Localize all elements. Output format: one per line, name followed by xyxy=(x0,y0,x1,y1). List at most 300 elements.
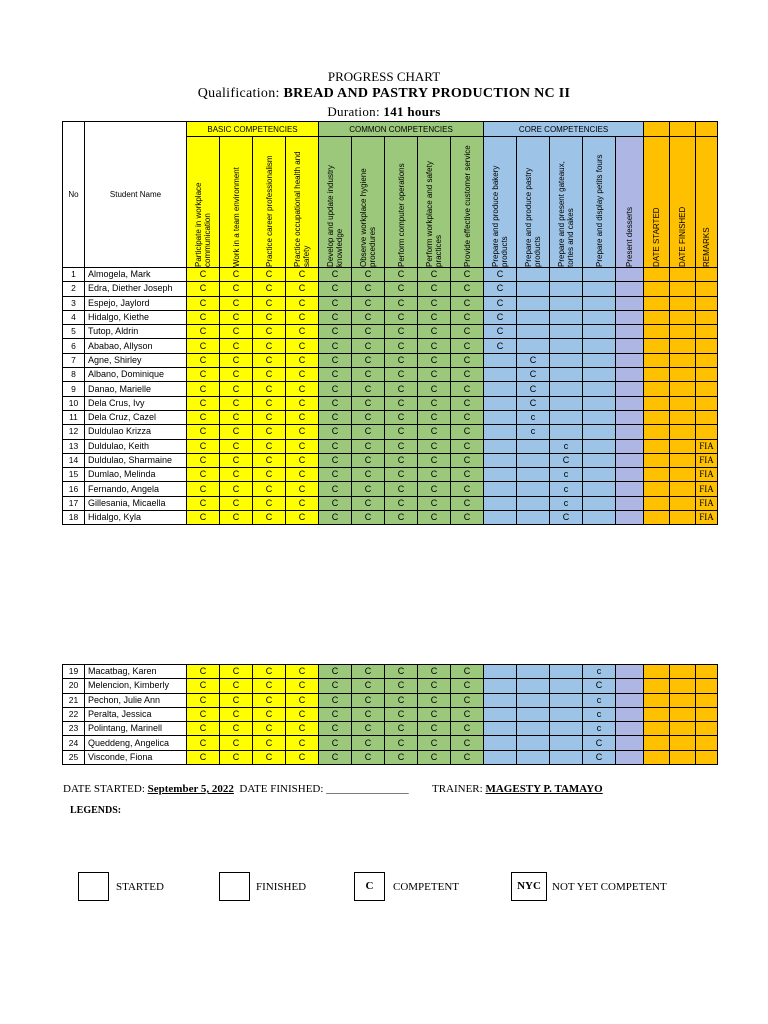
competent-cell: C xyxy=(286,750,319,764)
competent-cell: C xyxy=(385,396,418,410)
student-row xyxy=(63,439,718,453)
competent-cell: C xyxy=(187,425,220,439)
competent-cell: C xyxy=(253,707,286,721)
competent-cell: C xyxy=(319,736,352,750)
competent-cell: C xyxy=(187,368,220,382)
core-empty-cell xyxy=(484,722,517,736)
student-row xyxy=(63,382,718,396)
competent-cell: C xyxy=(418,410,451,424)
core-empty-cell xyxy=(517,722,550,736)
core-empty-cell xyxy=(616,439,644,453)
competent-cell: C xyxy=(352,339,385,353)
competent-cell: C xyxy=(385,736,418,750)
date-started-cell xyxy=(644,382,670,396)
competent-cell: C xyxy=(451,382,484,396)
competent-cell: C xyxy=(418,382,451,396)
competent-cell: C xyxy=(352,496,385,510)
competent-cell: C xyxy=(451,453,484,467)
competent-cell: C xyxy=(451,396,484,410)
date-started-cell xyxy=(644,310,670,324)
core-empty-cell xyxy=(616,310,644,324)
core-mark-cell: C xyxy=(583,736,616,750)
date-started-cell xyxy=(644,339,670,353)
competent-cell: C xyxy=(286,296,319,310)
date-started-cell xyxy=(644,665,670,679)
competent-cell: C xyxy=(385,707,418,721)
competent-cell: C xyxy=(385,410,418,424)
date-finished-cell xyxy=(670,396,696,410)
student-row xyxy=(63,353,718,367)
core-empty-cell xyxy=(517,707,550,721)
competent-cell: C xyxy=(319,453,352,467)
competent-cell: C xyxy=(220,679,253,693)
core-empty-cell xyxy=(550,693,583,707)
student-name: Fernando, Angela xyxy=(85,482,187,496)
core-mark-cell: C xyxy=(517,382,550,396)
competent-cell: C xyxy=(451,468,484,482)
core-mark-cell: C xyxy=(550,453,583,467)
competent-cell: C xyxy=(319,353,352,367)
competent-cell: C xyxy=(253,482,286,496)
remarks-cell: FIA xyxy=(696,511,718,525)
competent-cell: C xyxy=(187,310,220,324)
competent-cell: C xyxy=(253,396,286,410)
competent-cell: C xyxy=(253,693,286,707)
competent-cell: C xyxy=(418,282,451,296)
core-empty-cell xyxy=(583,282,616,296)
student-row xyxy=(63,482,718,496)
student-no: 13 xyxy=(63,439,85,453)
student-name: Duldulao Krizza xyxy=(85,425,187,439)
core-empty-cell xyxy=(517,750,550,764)
competent-cell: C xyxy=(319,665,352,679)
competency-header-label: Perform computer operations xyxy=(396,163,406,267)
competent-cell: C xyxy=(451,482,484,496)
competent-cell: C xyxy=(220,453,253,467)
common-competencies-header: COMMON COMPETENCIES xyxy=(319,122,484,137)
core-empty-cell xyxy=(550,382,583,396)
competent-cell: C xyxy=(418,482,451,496)
core-empty-cell xyxy=(616,736,644,750)
date-finished-cell xyxy=(670,496,696,510)
student-no: 14 xyxy=(63,453,85,467)
core-empty-cell xyxy=(484,693,517,707)
student-no: 9 xyxy=(63,382,85,396)
competency-header-12 xyxy=(583,137,616,268)
competent-cell: C xyxy=(385,353,418,367)
core-empty-cell xyxy=(616,468,644,482)
competent-cell: C xyxy=(286,368,319,382)
competency-header-label: Work in a team environment xyxy=(231,167,241,267)
core-empty-cell xyxy=(583,310,616,324)
competency-header-label: Perform workplace and safety practices xyxy=(425,161,443,267)
student-no: 17 xyxy=(63,496,85,510)
competent-cell: C xyxy=(352,707,385,721)
student-row xyxy=(63,736,718,750)
core-empty-cell xyxy=(550,368,583,382)
competent-cell: C xyxy=(253,736,286,750)
remarks-cell xyxy=(696,325,718,339)
competent-cell: C xyxy=(187,750,220,764)
core-mark-cell: C xyxy=(550,511,583,525)
competent-cell: C xyxy=(451,410,484,424)
date-finished-cell xyxy=(670,410,696,424)
date-finished-cell xyxy=(670,268,696,282)
date-finished-cell xyxy=(670,468,696,482)
core-empty-cell xyxy=(550,268,583,282)
competent-cell: C xyxy=(187,511,220,525)
competent-cell: C xyxy=(319,482,352,496)
date-finished-cell xyxy=(670,736,696,750)
student-no: 25 xyxy=(63,750,85,764)
competent-cell: C xyxy=(220,339,253,353)
core-empty-cell xyxy=(616,339,644,353)
remarks-cell: FIA xyxy=(696,453,718,467)
student-no: 5 xyxy=(63,325,85,339)
competent-cell: C xyxy=(418,736,451,750)
competency-header-label: Provide effective customer service xyxy=(462,145,472,267)
competency-header-label: Prepare and produce bakery products xyxy=(491,165,509,267)
core-empty-cell xyxy=(616,396,644,410)
competent-cell: C xyxy=(187,693,220,707)
competent-cell: C xyxy=(286,382,319,396)
competency-header-label: REMARKS xyxy=(702,227,711,267)
student-no: 11 xyxy=(63,410,85,424)
competent-cell: C xyxy=(187,496,220,510)
competent-cell: C xyxy=(187,736,220,750)
competent-cell: C xyxy=(385,425,418,439)
date-finished-cell xyxy=(670,325,696,339)
core-empty-cell xyxy=(583,425,616,439)
core-empty-cell xyxy=(484,396,517,410)
core-empty-cell xyxy=(484,511,517,525)
competent-cell: C xyxy=(253,722,286,736)
date-started-cell xyxy=(644,482,670,496)
competent-cell: C xyxy=(286,339,319,353)
competent-cell: C xyxy=(385,339,418,353)
competent-cell: C xyxy=(385,439,418,453)
competency-header-13 xyxy=(616,137,644,268)
core-empty-cell xyxy=(550,665,583,679)
date-started-cell xyxy=(644,296,670,310)
competency-header-7 xyxy=(418,137,451,268)
date-started-cell xyxy=(644,396,670,410)
competent-cell: C xyxy=(286,496,319,510)
competent-cell: C xyxy=(451,296,484,310)
competent-cell: C xyxy=(286,396,319,410)
competent-cell: C xyxy=(319,496,352,510)
core-competencies-header: CORE COMPETENCIES xyxy=(484,122,644,137)
student-no: 24 xyxy=(63,736,85,750)
competent-cell: C xyxy=(319,368,352,382)
date-finished-cell xyxy=(670,439,696,453)
student-row xyxy=(63,368,718,382)
core-empty-cell xyxy=(484,707,517,721)
competent-cell: C xyxy=(286,453,319,467)
competent-cell: C xyxy=(451,679,484,693)
date-started-cell xyxy=(644,453,670,467)
date-finished-cell xyxy=(670,511,696,525)
competent-cell: C xyxy=(418,339,451,353)
competent-cell: C xyxy=(253,496,286,510)
col-no-header: No xyxy=(63,122,85,268)
competent-cell: C xyxy=(319,296,352,310)
core-empty-cell xyxy=(616,496,644,510)
remarks-cell xyxy=(696,750,718,764)
student-name: Dela Cruz, Cazel xyxy=(85,410,187,424)
core-empty-cell xyxy=(583,439,616,453)
competent-cell: C xyxy=(418,439,451,453)
legend-started-label: STARTED xyxy=(116,881,164,893)
competent-cell: C xyxy=(385,482,418,496)
competent-cell: C xyxy=(253,325,286,339)
competent-cell: C xyxy=(220,693,253,707)
core-empty-cell xyxy=(517,468,550,482)
core-empty-cell xyxy=(583,268,616,282)
competent-cell: C xyxy=(220,750,253,764)
competent-cell: C xyxy=(418,425,451,439)
competent-cell: C xyxy=(286,282,319,296)
student-row xyxy=(63,722,718,736)
competency-header-label: Participate in workplace communication xyxy=(194,182,212,267)
remarks-cell xyxy=(696,353,718,367)
student-name: Pechon, Julie Ann xyxy=(85,693,187,707)
core-mark-cell: C xyxy=(484,282,517,296)
competent-cell: C xyxy=(352,268,385,282)
competent-cell: C xyxy=(385,511,418,525)
competent-cell: C xyxy=(418,353,451,367)
date-started-cell xyxy=(644,679,670,693)
competent-cell: C xyxy=(220,425,253,439)
core-mark-cell: c xyxy=(583,665,616,679)
competency-header-5 xyxy=(352,137,385,268)
remarks-cell xyxy=(696,296,718,310)
core-empty-cell xyxy=(484,482,517,496)
competent-cell: C xyxy=(418,368,451,382)
progress-table-top xyxy=(62,121,718,525)
competent-cell: C xyxy=(319,425,352,439)
competency-header-label: Present desserts xyxy=(625,206,634,267)
competent-cell: C xyxy=(352,679,385,693)
date-started-cell xyxy=(644,268,670,282)
core-empty-cell xyxy=(616,511,644,525)
competent-cell: C xyxy=(220,439,253,453)
core-empty-cell xyxy=(550,679,583,693)
competent-cell: C xyxy=(385,496,418,510)
remarks-cell xyxy=(696,707,718,721)
competent-cell: C xyxy=(220,382,253,396)
core-empty-cell xyxy=(484,750,517,764)
competent-cell: C xyxy=(220,511,253,525)
core-empty-cell xyxy=(583,396,616,410)
core-empty-cell xyxy=(484,382,517,396)
student-name: Espejo, Jaylord xyxy=(85,296,187,310)
core-empty-cell xyxy=(583,496,616,510)
remarks-cell: FIA xyxy=(696,439,718,453)
core-empty-cell xyxy=(616,750,644,764)
competent-cell: C xyxy=(286,707,319,721)
core-empty-cell xyxy=(484,425,517,439)
competent-cell: C xyxy=(352,693,385,707)
progress-table-bottom xyxy=(62,664,718,765)
core-empty-cell xyxy=(616,482,644,496)
competent-cell: C xyxy=(253,468,286,482)
competent-cell: C xyxy=(451,339,484,353)
remarks-cell xyxy=(696,396,718,410)
remarks-cell xyxy=(696,282,718,296)
competent-cell: C xyxy=(187,722,220,736)
competent-cell: C xyxy=(385,296,418,310)
competency-header-label: Practice occupational health and safety xyxy=(293,151,311,267)
core-empty-cell xyxy=(583,382,616,396)
core-mark-cell: C xyxy=(517,368,550,382)
core-empty-cell xyxy=(550,722,583,736)
date-started-cell xyxy=(644,707,670,721)
competent-cell: C xyxy=(418,453,451,467)
duration-label: Duration: xyxy=(327,104,380,119)
student-name: Dela Crus, Ivy xyxy=(85,396,187,410)
qualification-line xyxy=(0,86,768,102)
date-finished-cell xyxy=(670,368,696,382)
student-name: Almogela, Mark xyxy=(85,268,187,282)
competency-header-label: DATE STARTED xyxy=(652,207,661,267)
core-empty-cell xyxy=(616,707,644,721)
date-finished-cell xyxy=(670,353,696,367)
core-empty-cell xyxy=(583,410,616,424)
competent-cell: C xyxy=(418,325,451,339)
core-empty-cell xyxy=(517,282,550,296)
core-mark-cell: C xyxy=(484,268,517,282)
competent-cell: C xyxy=(418,310,451,324)
core-empty-cell xyxy=(616,382,644,396)
core-empty-cell xyxy=(550,282,583,296)
core-empty-cell xyxy=(616,453,644,467)
footer-line xyxy=(63,783,603,795)
competent-cell: C xyxy=(286,310,319,324)
competent-cell: C xyxy=(187,468,220,482)
legends-title: LEGENDS: xyxy=(70,805,122,816)
core-empty-cell xyxy=(517,296,550,310)
remarks-cell xyxy=(696,339,718,353)
trainer-label: TRAINER: xyxy=(431,783,483,795)
competent-cell: C xyxy=(319,511,352,525)
competent-cell: C xyxy=(187,453,220,467)
core-empty-cell xyxy=(616,325,644,339)
competent-cell: C xyxy=(352,353,385,367)
competent-cell: C xyxy=(220,310,253,324)
core-mark-cell: c xyxy=(517,425,550,439)
date-started-value: September 5, 2022 xyxy=(147,783,234,795)
competent-cell: C xyxy=(451,665,484,679)
core-mark-cell: c xyxy=(583,722,616,736)
competency-header-label: Prepare and display petits fours xyxy=(594,154,604,267)
competent-cell: C xyxy=(253,296,286,310)
competent-cell: C xyxy=(352,511,385,525)
competency-header-6 xyxy=(385,137,418,268)
date-started-cell xyxy=(644,410,670,424)
core-empty-cell xyxy=(616,722,644,736)
competent-cell: C xyxy=(187,679,220,693)
core-mark-cell: C xyxy=(583,679,616,693)
competent-cell: C xyxy=(352,665,385,679)
remarks-cell xyxy=(696,693,718,707)
competent-cell: C xyxy=(385,722,418,736)
core-empty-cell xyxy=(517,496,550,510)
student-no: 12 xyxy=(63,425,85,439)
core-empty-cell xyxy=(484,353,517,367)
competent-cell: C xyxy=(286,722,319,736)
competent-cell: C xyxy=(418,750,451,764)
student-no: 8 xyxy=(63,368,85,382)
remarks-cell xyxy=(696,736,718,750)
legend-competent-box: C xyxy=(354,872,385,901)
competency-header-label: Develop and update industry knowledge xyxy=(326,165,344,267)
competent-cell: C xyxy=(451,353,484,367)
date-started-cell xyxy=(644,722,670,736)
competent-cell: C xyxy=(286,468,319,482)
core-mark-cell: c xyxy=(583,693,616,707)
competent-cell: C xyxy=(385,268,418,282)
competent-cell: C xyxy=(187,396,220,410)
core-empty-cell xyxy=(550,750,583,764)
core-mark-cell: c xyxy=(517,410,550,424)
remarks-cell xyxy=(696,368,718,382)
competent-cell: C xyxy=(253,368,286,382)
competent-cell: C xyxy=(319,268,352,282)
date-started-cell xyxy=(644,496,670,510)
core-mark-cell: c xyxy=(550,482,583,496)
competent-cell: C xyxy=(319,707,352,721)
page-title: PROGRESS CHART xyxy=(327,69,441,84)
competent-cell: C xyxy=(451,707,484,721)
competent-cell: C xyxy=(286,425,319,439)
student-row xyxy=(63,296,718,310)
core-empty-cell xyxy=(616,425,644,439)
student-row xyxy=(63,425,718,439)
student-name: Albano, Dominique xyxy=(85,368,187,382)
core-empty-cell xyxy=(484,679,517,693)
core-empty-cell xyxy=(517,665,550,679)
competent-cell: C xyxy=(253,282,286,296)
competent-cell: C xyxy=(385,468,418,482)
competent-cell: C xyxy=(451,310,484,324)
competent-cell: C xyxy=(220,268,253,282)
competent-cell: C xyxy=(187,665,220,679)
legend-competent-label: COMPETENT xyxy=(393,881,459,893)
competent-cell: C xyxy=(352,722,385,736)
competent-cell: C xyxy=(385,693,418,707)
date-finished-label: DATE FINISHED: xyxy=(239,783,324,795)
student-name: Visconde, Fiona xyxy=(85,750,187,764)
competent-cell: C xyxy=(418,693,451,707)
core-empty-cell xyxy=(517,339,550,353)
student-no: 3 xyxy=(63,296,85,310)
remarks-cell xyxy=(696,679,718,693)
competent-cell: C xyxy=(352,410,385,424)
competency-header-14 xyxy=(644,137,670,268)
core-empty-cell xyxy=(484,468,517,482)
competent-cell: C xyxy=(253,750,286,764)
student-row xyxy=(63,453,718,467)
student-row xyxy=(63,679,718,693)
student-name: Hidalgo, Kyla xyxy=(85,511,187,525)
competent-cell: C xyxy=(319,439,352,453)
date-finished-cell xyxy=(670,282,696,296)
qualification-label: Qualification: xyxy=(197,86,280,101)
competent-cell: C xyxy=(352,382,385,396)
competent-cell: C xyxy=(319,310,352,324)
competent-cell: C xyxy=(220,396,253,410)
